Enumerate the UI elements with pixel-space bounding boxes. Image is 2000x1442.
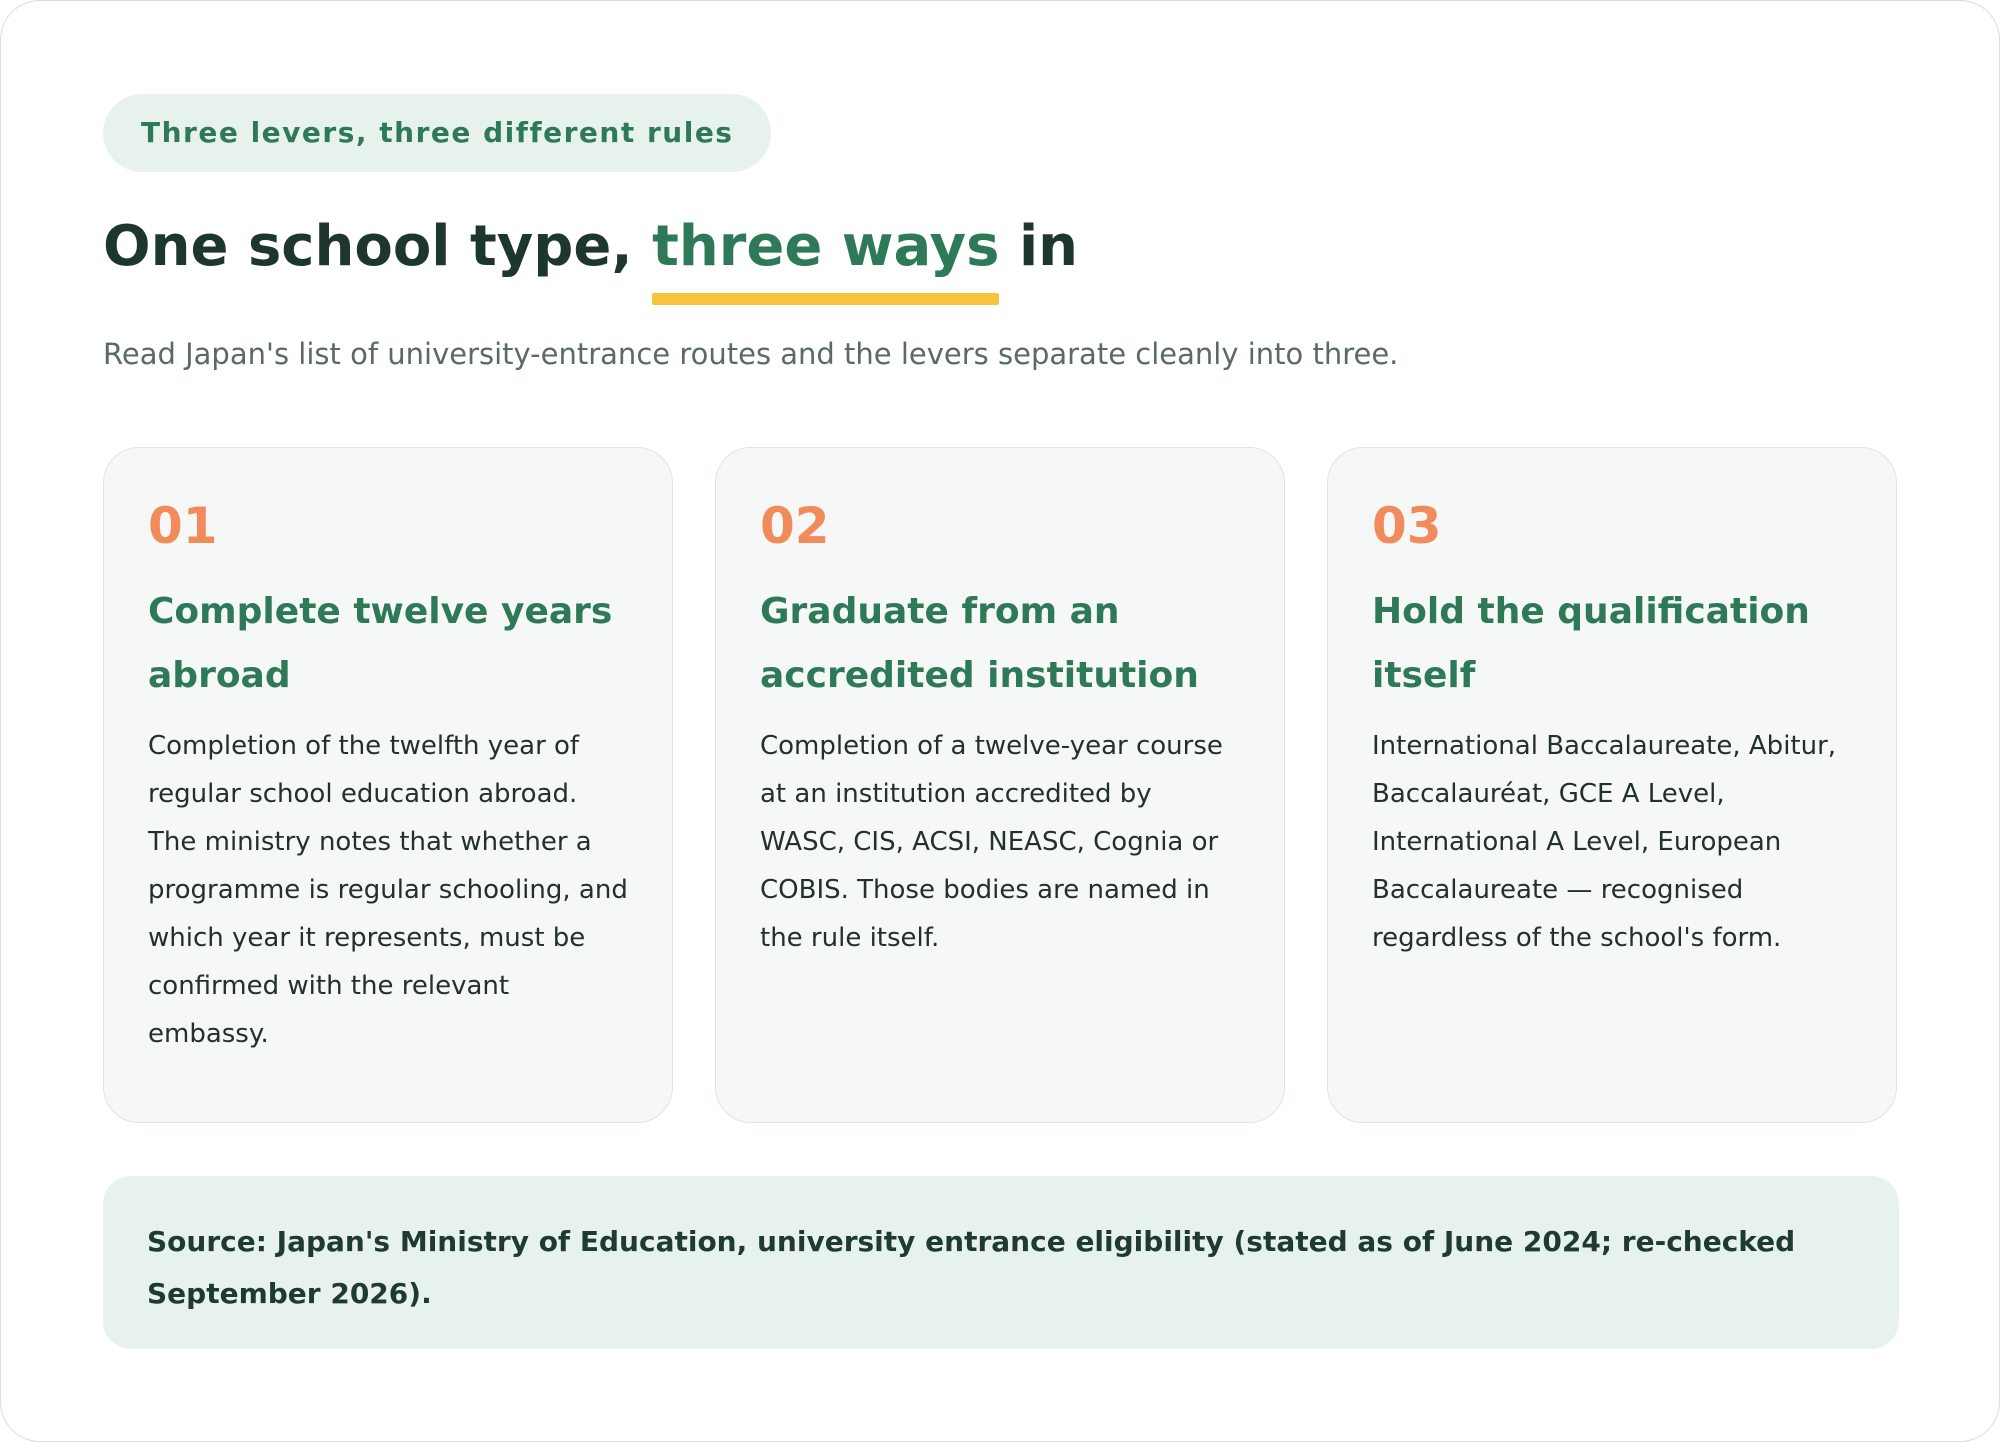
eyebrow-badge: Three levers, three different rules: [103, 94, 771, 172]
card-text: International Baccalaureate, Abitur, Baccalauréat, GCE A Level, International A Level, European Baccalaureate — recognised regardless of the school's form.: [1372, 731, 1837, 953]
title-suffix: in: [999, 214, 1079, 279]
card-number: 03: [1372, 497, 1442, 555]
route-card-1: [103, 447, 673, 1123]
title-highlight-text: three ways: [652, 214, 1000, 279]
source-note: Source: Japan's Ministry of Education, university entrance eligibility (stated as of June 2024; re-checked September 2026).: [103, 1176, 1899, 1349]
title-prefix: One school type,: [103, 214, 653, 279]
page-title: [103, 207, 1078, 287]
route-card-3: [1327, 447, 1897, 1123]
card-title: Hold the qualification itself: [1372, 591, 1810, 696]
title-highlight: [652, 214, 999, 279]
card-title: Complete twelve years abroad: [148, 591, 613, 696]
title-underline: [652, 293, 999, 305]
route-card-2: [715, 447, 1285, 1123]
card-number: 02: [760, 497, 830, 555]
card-number: 01: [148, 497, 218, 555]
card-text: Completion of a twelve-year course at an institution accredited by WASC, CIS, ACSI, NEASC, Cognia or COBIS. Those bodies are named in the rule itself.: [760, 731, 1223, 953]
card-text: Completion of the twelfth year of regular school education abroad. The ministry notes that whether a programme is regular schooling, and which year it represents, must be confirmed with the relevant embassy.: [148, 731, 628, 1049]
card-title: Graduate from an accredited institution: [760, 591, 1199, 696]
page-subtitle: Read Japan's list of university-entrance routes and the levers separate cleanly into three.: [103, 337, 1399, 371]
